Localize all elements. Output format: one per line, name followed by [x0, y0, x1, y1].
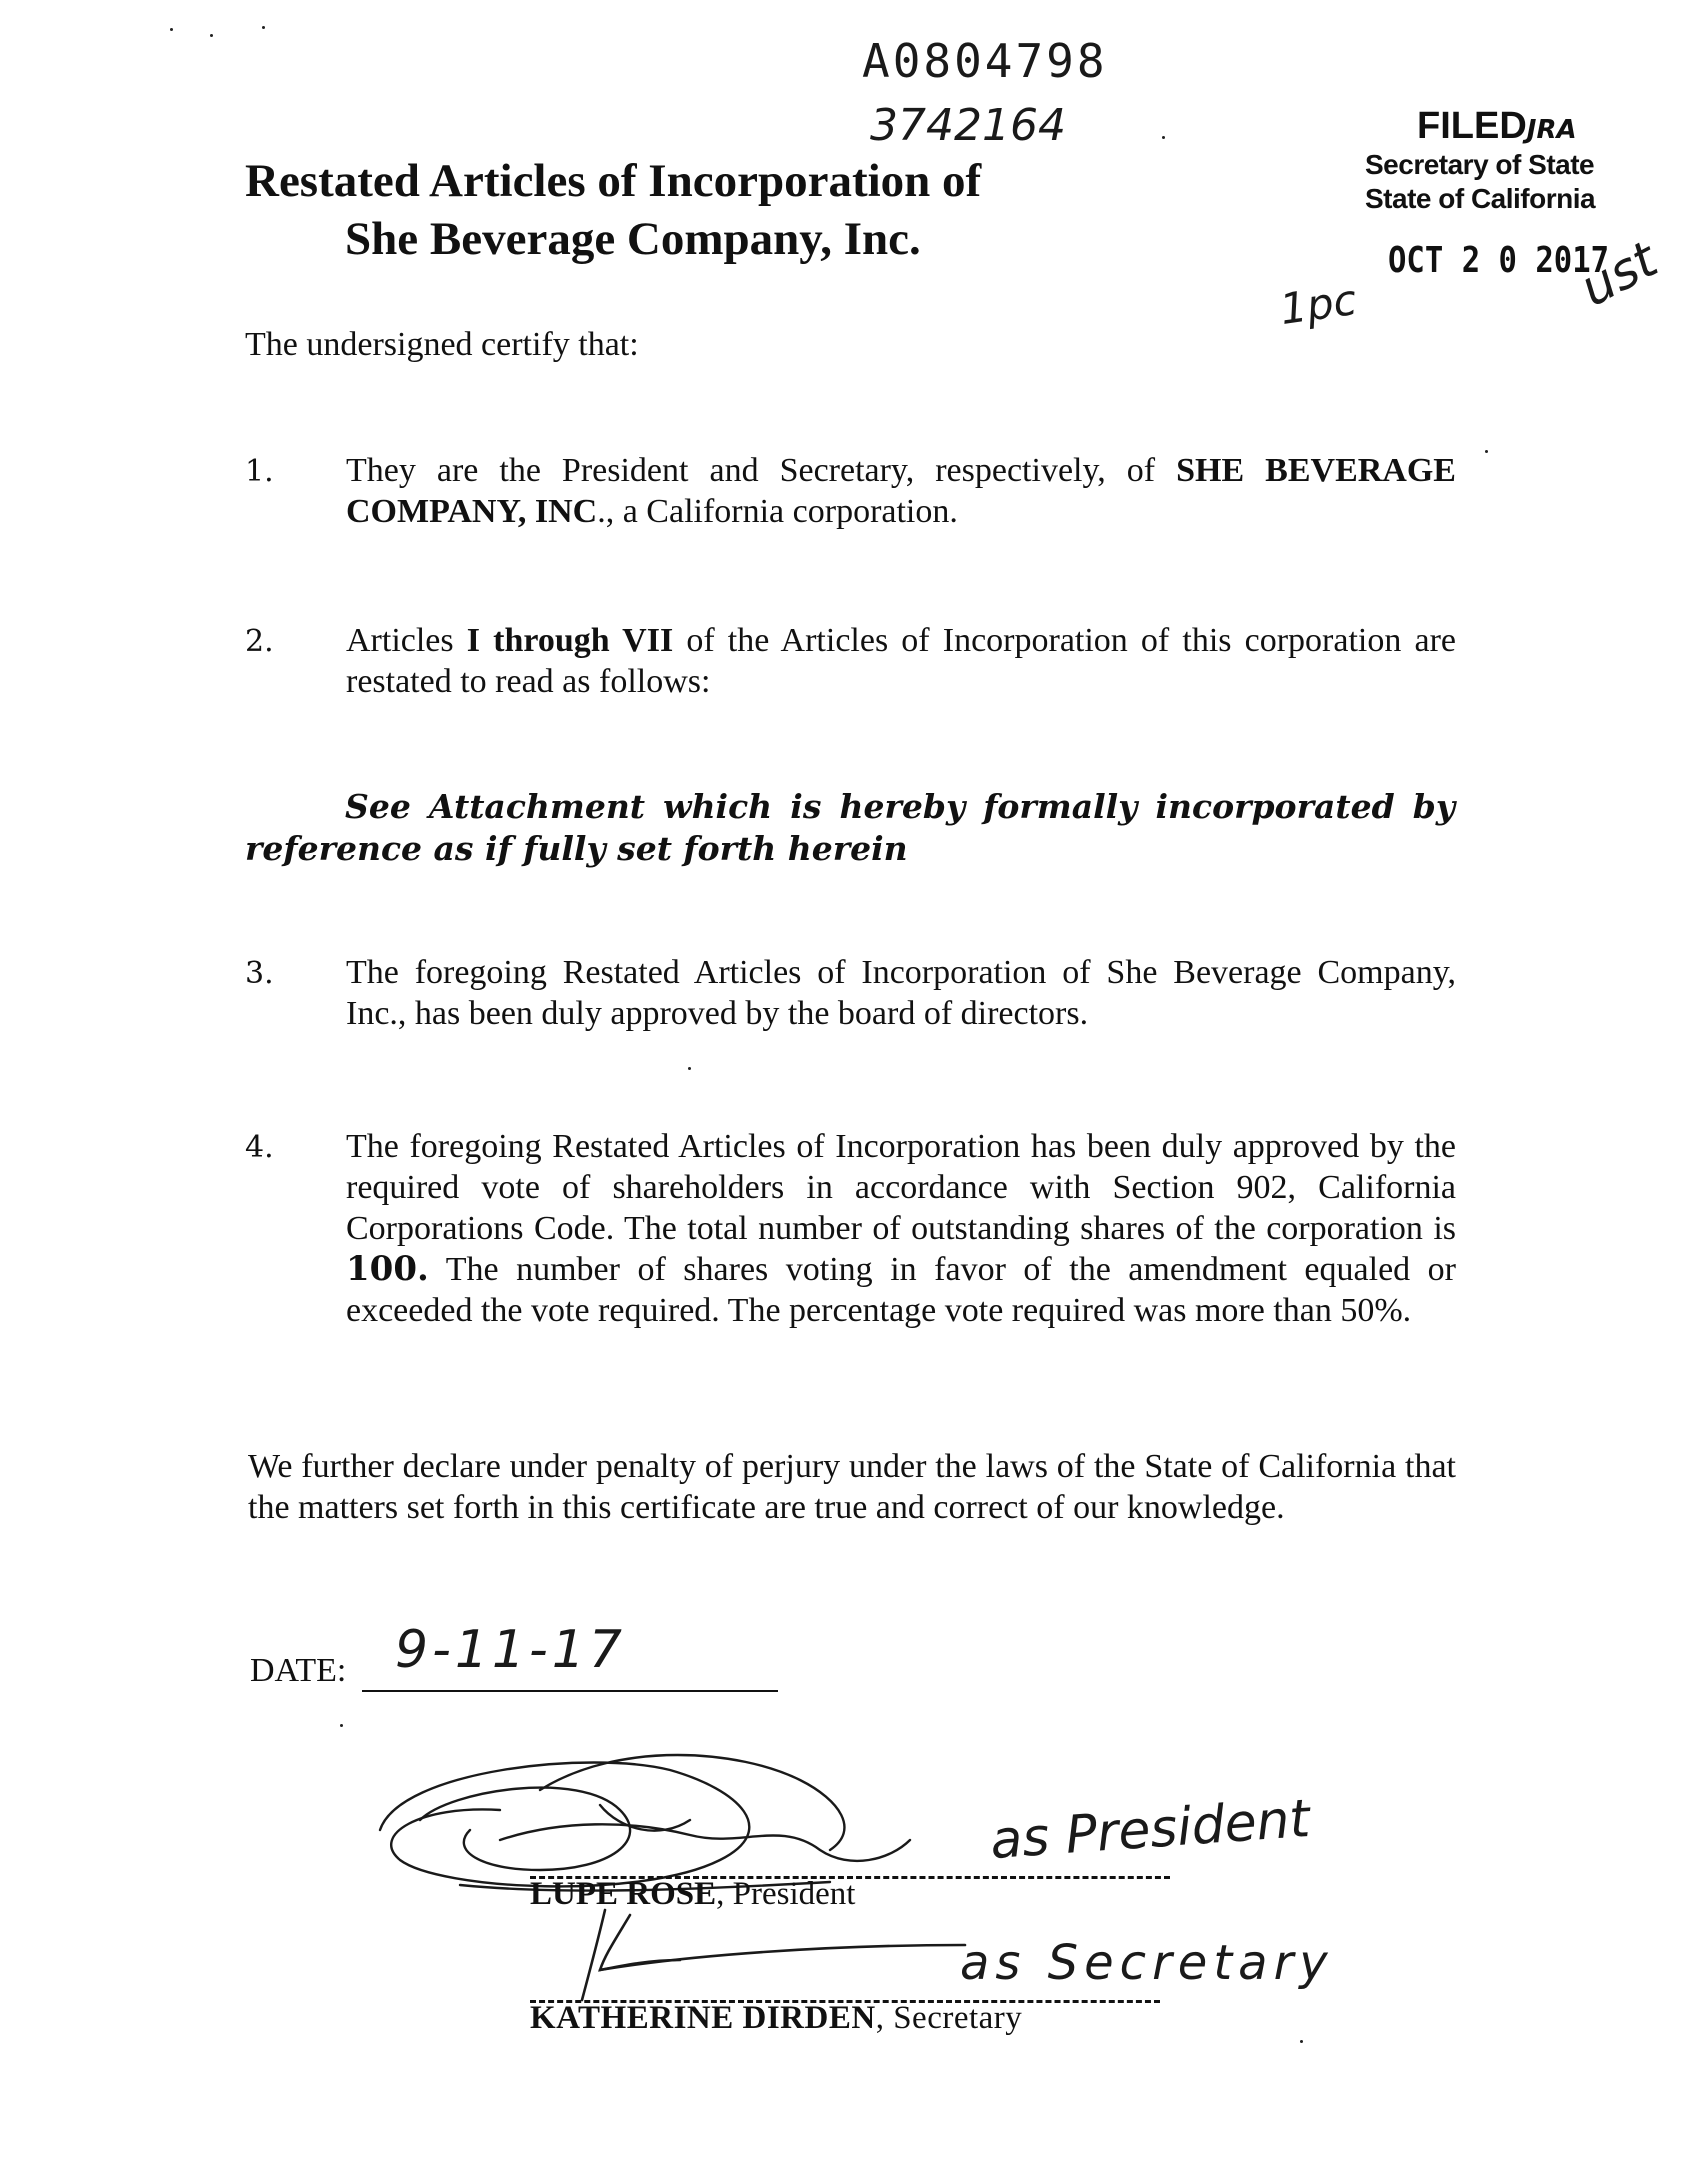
date-label: DATE: — [250, 1652, 347, 1689]
scan-speck — [1300, 2040, 1303, 2043]
item-number: 2. — [245, 624, 274, 659]
secretary-name-block — [530, 2000, 1022, 2037]
item-number: 3. — [245, 956, 274, 991]
president-title: , President — [716, 1876, 856, 1912]
item-number: 1. — [245, 454, 274, 489]
date-underline — [362, 1690, 778, 1692]
scan-speck — [1485, 450, 1488, 453]
stamp-line-2: State of California — [1365, 183, 1596, 214]
attachment-reference: See Attachment which is hereby formally incorporated by reference as if fully set forth herein — [245, 787, 1455, 868]
stamp-date: OCT 2 0 2017 — [1388, 240, 1610, 281]
scan-speck — [1162, 136, 1165, 139]
item-2-text: Articles I through VII of the Articles of Incorporation of this corporation are restated to read as follows: — [346, 622, 1456, 700]
file-number: 3742164 — [870, 100, 1066, 151]
secretary-title: , Secretary — [875, 2000, 1023, 2036]
item-4-text: The foregoing Restated Articles of Incorporation has been duly approved by the required vote of shareholders in accordance with Section 902, California Corporations Code. The total number of outstanding shares of the corporation is 100. The number of shares voting in favor of the amendment equaled or exceeded the vote required. The percentage vote required was more than 50%. — [346, 1128, 1456, 1329]
title-line-2: She Beverage Company, Inc. — [345, 213, 921, 265]
perjury-declaration: We further declare under penalty of perjury under the laws of the State of California that the matters set forth in this certificate are true and correct of our knowledge. — [248, 1448, 1456, 1526]
intro-text: The undersigned certify that: — [245, 326, 639, 363]
president-handwritten-title: as President — [988, 1788, 1312, 1872]
stamp-line-1: Secretary of State — [1365, 149, 1595, 180]
secretary-name: KATHERINE DIRDEN — [530, 2000, 876, 2036]
secretary-signature — [570, 1900, 990, 2010]
secretary-handwritten-title: as Secretary — [960, 1935, 1334, 1991]
title-line-1: Restated Articles of Incorporation of — [245, 155, 982, 207]
scan-speck — [210, 34, 213, 37]
scan-speck — [262, 26, 265, 29]
page-title — [245, 152, 1145, 268]
handwritten-note-right: ust — [1570, 230, 1667, 318]
filed-stamp — [1365, 105, 1605, 216]
stamp-filed: FILED — [1417, 105, 1527, 147]
scan-speck — [170, 28, 173, 31]
president-name: LUPE ROSE — [530, 1876, 717, 1912]
scan-speck — [340, 1724, 343, 1727]
stamp-initials: JRA — [1526, 115, 1577, 145]
document-number: A0804798 — [862, 34, 1108, 88]
item-3-text: The foregoing Restated Articles of Incorporation of She Beverage Company, Inc., has been duly approved by the board of directors. — [346, 954, 1456, 1032]
item-number: 4. — [245, 1130, 274, 1165]
item-1-text: They are the President and Secretary, respectively, of SHE BEVERAGE COMPANY, INC., a California corporation. — [346, 452, 1456, 530]
handwritten-note-left: 1pc — [1276, 274, 1360, 335]
date-value: 9-11-17 — [395, 1620, 626, 1680]
scan-speck — [688, 1067, 691, 1070]
